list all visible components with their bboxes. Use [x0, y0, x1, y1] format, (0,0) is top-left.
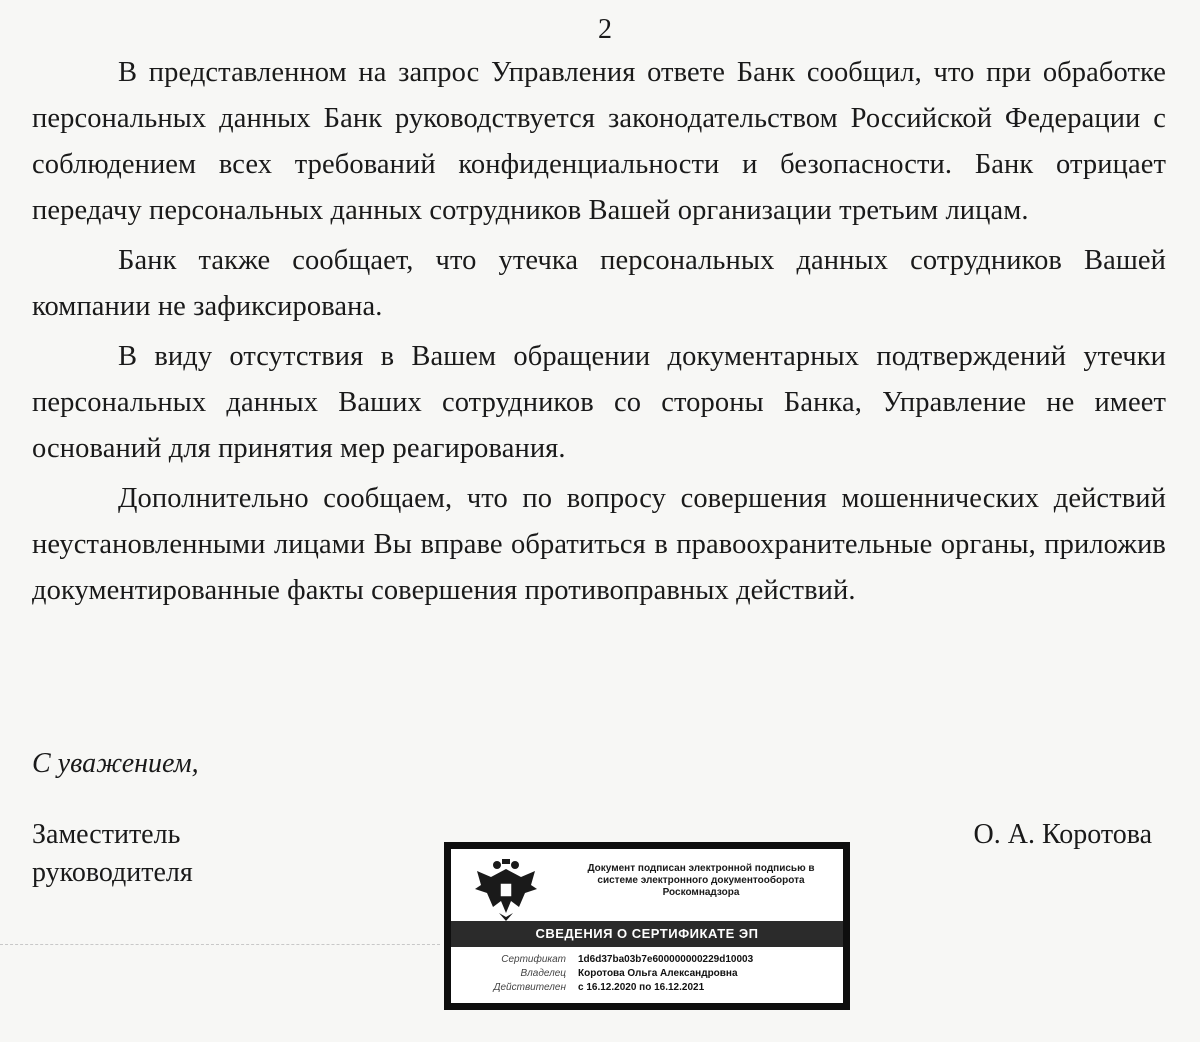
page-number: 2 — [598, 14, 612, 45]
stamp-row-certificate — [451, 953, 843, 967]
stamp-row-validity — [451, 981, 843, 995]
paragraph-no-grounds: В виду отсутствия в Вашем обращении документарных подтверждений утечки персональных данных Ваших сотрудников со стороны Банка, Управление не имеет оснований для принятия мер реагирования. — [32, 341, 1166, 464]
stamp-row-owner — [451, 967, 843, 981]
stamp-certificate-band: СВЕДЕНИЯ О СЕРТИФИКАТЕ ЭП — [451, 921, 843, 947]
certificate-label: Сертификат — [501, 954, 566, 965]
paragraph-law-enforcement: Дополнительно сообщаем, что по вопросу совершения мошеннических действий неустановленными лицами Вы вправе обратиться в правоохранительные органы, приложив документированные факты совершения противоправных действий. — [32, 483, 1166, 606]
certificate-value: 1d6d37ba03b7e600000000229d10003 — [578, 954, 754, 965]
owner-label: Владелец — [520, 968, 566, 979]
stamp-header-line3: Роскомнадзора — [662, 887, 740, 898]
signer-title-line2: руководителя — [32, 857, 193, 888]
signer-name: О. А. Коротова — [973, 819, 1152, 850]
signer-title-line1: Заместитель — [32, 819, 181, 850]
validity-label: Действителен — [493, 982, 566, 993]
double-headed-eagle-icon — [471, 855, 541, 925]
validity-value: с 16.12.2020 по 16.12.2021 — [578, 982, 705, 993]
stamp-header — [581, 863, 821, 899]
letter-body — [32, 50, 1166, 618]
paragraph-no-leak: Банк также сообщает, что утечка персональных данных сотрудников Вашей компании не зафиксирована. — [32, 245, 1166, 322]
owner-value: Коротова Ольга Александровна — [578, 968, 738, 979]
paragraph-bank-response: В представленном на запрос Управления ответе Банк сообщил, что при обработке персональных данных Банк руководствуется законодательством Российской Федерации с соблюдением всех требований конфиденциальности и безопасности. Банк отрицает передачу персональных данных сотрудников Вашей организации третьим лицам. — [32, 57, 1166, 226]
stamp-details — [451, 953, 843, 995]
closing-phrase: С уважением, — [32, 748, 199, 779]
stamp-header-line2: системе электронного документооборота — [597, 875, 805, 886]
stamp-header-line1: Документ подписан электронной подписью в — [587, 863, 815, 874]
signer-title — [32, 816, 193, 892]
faint-divider-line — [0, 944, 440, 945]
electronic-signature-stamp — [444, 842, 850, 1010]
